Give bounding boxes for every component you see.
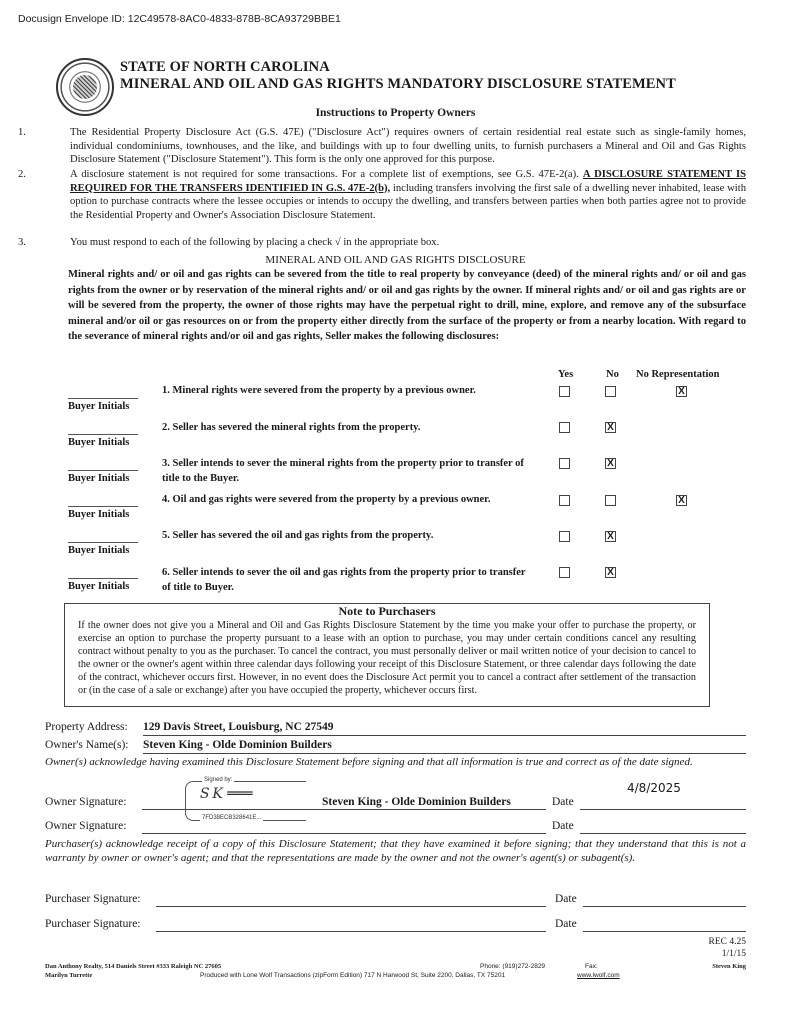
date-label: Date [555,893,577,905]
document-title-line1: STATE OF NORTH CAROLINA [120,59,330,75]
fax-label: Fax: [585,963,598,970]
buyer-initials-line[interactable] [68,470,138,471]
property-address-field[interactable] [143,721,746,736]
buyer-initials-label: Buyer Initials [68,437,130,448]
instruction-number: 2. [18,169,26,180]
date-label: Date [552,796,574,808]
owner-signature-label: Owner Signature: [45,820,127,832]
note-heading: Note to Purchasers [338,604,436,618]
q6-no-checkbox[interactable]: X [605,567,616,578]
q4-no-checkbox[interactable] [605,495,616,506]
disclosure-heading: MINERAL AND OIL AND GAS RIGHTS DISCLOSURE [265,254,526,266]
instruction-item-2 [18,168,746,222]
purchaser-signature-label: Purchaser Signature: [45,918,141,930]
form-date: 1/1/15 [721,949,746,959]
note-to-purchasers-box [64,603,710,707]
instruction-number: 1. [18,127,26,138]
owner-signature-image: S K ═══ [200,786,253,802]
q5-no-checkbox[interactable]: X [605,531,616,542]
question-3: 3. Seller intends to sever the mineral rights from the property prior to transfer of title to the Buyer. [162,458,524,484]
owner-name-value: Steven King - Olde Dominion Builders [143,739,332,751]
owner-date-field-2[interactable] [580,819,746,834]
file-name: Steven King [712,963,746,970]
buyer-initials-label: Buyer Initials [68,473,130,484]
buyer-initials-line[interactable] [68,434,138,435]
question-6: 6. Seller intends to sever the oil and gas rights from the property prior to transfer of title to Buyer. [162,567,526,593]
date-label: Date [555,918,577,930]
agent-name: Marilyn Turrette [45,972,93,979]
owner-printed-name: Steven King - Olde Dominion Builders [322,796,511,808]
buyer-initials-label: Buyer Initials [68,401,130,412]
owner-signature-date: 4/8/2025 [627,781,681,795]
purchaser-signature-field-2[interactable] [156,917,546,932]
purchaser-date-field-1[interactable] [583,892,746,907]
q3-yes-checkbox[interactable] [559,458,570,469]
buyer-initials-line[interactable] [68,506,138,507]
owner-signature-label: Owner Signature: [45,796,127,808]
buyer-initials-label: Buyer Initials [68,509,130,520]
instruction-emphasis: A DISCLOSURE STATEMENT IS REQUIRED FOR THE TRANSFERS IDENTIFIED IN G.S. 47E-2(b), [70,169,746,194]
q3-no-checkbox[interactable]: X [605,458,616,469]
purchaser-signature-field-1[interactable] [156,892,546,907]
question-5: 5. Seller has severed the oil and gas rights from the property. [162,530,434,541]
q2-no-checkbox[interactable]: X [605,422,616,433]
buyer-initials-line[interactable] [68,398,138,399]
question-1: 1. Mineral rights were severed from the property by a previous owner. [162,385,476,396]
signature-id: 7FD38ECB328641E... [202,815,262,821]
buyer-initials-line[interactable] [68,578,138,579]
instruction-item-1 [18,126,746,167]
envelope-id: Docusign Envelope ID: 12C49578-8AC0-4833-878B-8CA93729BBE1 [18,13,341,25]
owner-date-field-1[interactable] [580,795,746,810]
produced-by: Produced with Lone Wolf Transactions (zipForm Edition) 717 N Harwood St, Suite 2200, Dallas, TX 75201 [200,972,506,979]
brokerage-info: Dan Anthony Realty, 514 Daniels Street #333 Raleigh NC 27605 [45,963,222,970]
q6-yes-checkbox[interactable] [559,567,570,578]
purchaser-date-field-2[interactable] [583,917,746,932]
phone-number: Phone: (919)272-2829 [480,963,546,970]
document-title-line2: MINERAL AND OIL AND GAS RIGHTS MANDATORY DISCLOSURE STATEMENT [120,76,676,92]
property-address-value: 129 Davis Street, Louisburg, NC 27549 [143,721,334,733]
instructions-heading: Instructions to Property Owners [315,107,476,119]
q1-yes-checkbox[interactable] [559,386,570,397]
buyer-initials-label: Buyer Initials [68,581,130,592]
column-no-representation: No Representation [636,369,720,380]
instruction-text [70,168,746,222]
question-4: 4. Oil and gas rights were severed from the property by a previous owner. [162,494,491,505]
instruction-text-part: A disclosure statement is not required for some transactions. For a complete list of exemptions, see G.S. 47E-2(a). [70,169,583,180]
instruction-number: 3. [18,237,26,248]
instruction-text: The Residential Property Disclosure Act (G.S. 47E) ("Disclosure Act") requires owners of certain residential real estate such as single-family homes, individual condominiums, townhouses, and the like, and buildings with up to four dwelling units, to furnish purchasers a Mineral and Oil and Gas Rights Disclosure Statement ("Disclosure Statement"). This form is the only one approved for this purpose. [70,127,746,166]
website-link[interactable]: www.lwolf.com [577,972,620,979]
form-code: REC 4.25 [708,937,746,947]
column-no: No [606,369,619,380]
property-address-label: Property Address: [45,721,128,733]
buyer-initials-label: Buyer Initials [68,545,130,556]
instruction-text-part: including transfers involving the first sale of a dwelling never inhabited, lease with option to purchase contracts where the lessee occupies or intends to occupy the dwelling, and transfers between parties when both parties agree not to provide the Residential Property and Owner's Association Disclosure Statement. [70,182,746,221]
q1-no-checkbox[interactable] [605,386,616,397]
q5-yes-checkbox[interactable] [559,531,570,542]
owner-acknowledgement: Owner(s) acknowledge having examined this Disclosure Statement before signing and that all information is true and correct as of the date signed. [45,756,693,768]
date-label: Date [552,820,574,832]
q2-yes-checkbox[interactable] [559,422,570,433]
signed-by-label: Signed by: [204,777,233,783]
owner-name-field[interactable] [143,739,746,754]
owner-name-label: Owner's Name(s): [45,739,129,751]
owner-signature-field-2[interactable] [142,819,546,834]
instruction-text: You must respond to each of the following by placing a check √ in the appropriate box. [70,237,440,248]
question-2: 2. Seller has severed the mineral rights from the property. [162,422,421,433]
disclosure-paragraph: Mineral rights and/ or oil and gas rights can be severed from the title to real property by conveyance (deed) of the mineral rights and/ or oil and gas rights from the owner or by reservation of the mineral rights and/ or oil and gas rights by the owner. If mineral rights and/ or oil and gas rights are or will be severed from the property, the owner of those rights may have the perpetual right to drill, mine, explore, and remove any of the subsurface mineral and/or oil or gas resources on or from the property either directly from the surface of the property or from a nearby location. With regard to the severance of mineral rights and/or oil and gas rights, Seller makes the following disclosures: [68,269,746,342]
column-yes: Yes [558,369,574,380]
q4-no-representation-checkbox[interactable]: X [676,495,687,506]
purchaser-acknowledgement: Purchaser(s) acknowledge receipt of a copy of this Disclosure Statement; that they have examined it before signing; that they understand that this is not a warranty by owner or owner's agent; and that the representations are made by the owner and not the owner's agent(s) or subagent(s). [45,838,746,864]
q1-no-representation-checkbox[interactable]: X [676,386,687,397]
purchaser-signature-label: Purchaser Signature: [45,893,141,905]
buyer-initials-line[interactable] [68,542,138,543]
note-text: If the owner does not give you a Mineral and Oil and Gas Rights Disclosure Statement by the time you make your offer to purchase the property, or exercise an option to purchase the property pursuant to a lease with an option to purchase, you may under certain conditions cancel any resulting contract without penalty to you as the purchaser. To cancel the contract, you must personally deliver or mail written notice of your decision to cancel to the owner or the owner's agent within three calendar days following your receipt of this Disclosure Statement, or three calendar days following the date of the contract, whichever occurs first. However, in no event does the Disclosure Act permit you to cancel a contract after settlement of the transaction or (in the case of a sale or exchange) after you have occupied the property, whichever occurs first. [78,620,696,696]
q4-yes-checkbox[interactable] [559,495,570,506]
instruction-item-3 [18,236,746,250]
